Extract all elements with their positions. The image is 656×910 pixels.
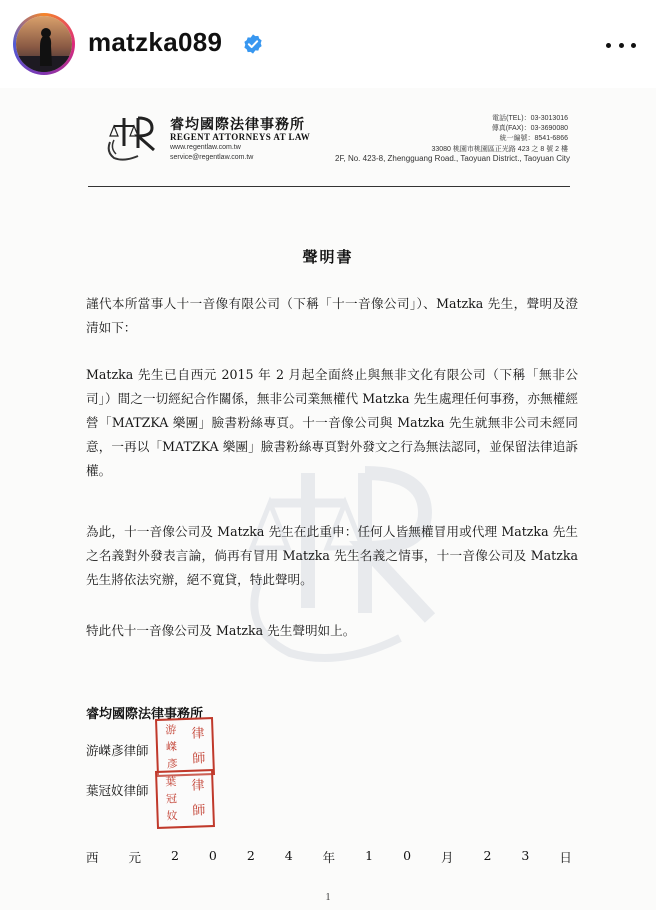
firm-tel: 電話(TEL)：03-3013016 (492, 115, 568, 122)
paragraph-intro: 謹代本所當事人十一音像有限公司（下稱「十一音像公司」）、Matzka 先生，聲明及澄清如下： (86, 296, 578, 335)
paragraph-reiteration: 為此，十一音像公司及 Matzka 先生在此重申：任何人皆無權冒用或代理 Matzka 先生之名義對外發表言論，倘再有冒用 Matzka 先生名義之情事，十一音像公司及 Matzka 先生將依法究辦，絕不寬貸，特此聲明。 (86, 524, 578, 587)
verified-badge-icon (242, 33, 264, 55)
document-title: 聲明書 (302, 248, 354, 266)
date-char: 月 (440, 850, 454, 865)
lawyer-1-name: 游嵥彥律師 (86, 743, 149, 758)
more-options-icon (606, 43, 611, 48)
date-char: 0 (403, 848, 412, 863)
seal-1-name: 游 嵥 彥 (165, 723, 178, 771)
date-char: 日 (559, 850, 572, 865)
signer-firm: 睿均國際法律事務所 (86, 707, 204, 722)
avatar-photo-icon (16, 16, 72, 72)
avatar[interactable] (13, 13, 75, 75)
date-char: 元 (128, 850, 141, 865)
date-char: 西 (86, 850, 99, 865)
post-image-document[interactable] (0, 88, 656, 910)
firm-email: service@regentlaw.com.tw (170, 154, 254, 161)
paragraph-termination: Matzka 先生已自西元 2015 年 2 月起全面終止與無非文化有限公司（下稱「無非公司」）間之一切經紀合作關係，無非公司業無權代 Matzka 先生處理任何事務，亦無權經營「MATZKA 樂團」臉書粉絲專頁。十一音像公司與 Matzka 先生就無非公司未經同意，一再以「MATZKA 樂團」臉書粉絲專頁對外發文之行為無法認同，並保留法律追訴權。 (86, 367, 578, 478)
firm-website: www.regentlaw.com.tw (170, 144, 241, 151)
firm-address-en: 2F, No. 423-8, Zhengguang Road., Taoyuan District., Taoyuan City (335, 154, 570, 163)
firm-logo-icon (104, 112, 168, 162)
date-char: 2 (246, 848, 255, 863)
post-header (0, 0, 656, 89)
lawyer-2-seal (155, 769, 215, 829)
date-char: 4 (284, 848, 293, 863)
date-char: 2 (170, 848, 179, 863)
seal-2-title: 律 師 (191, 777, 206, 819)
document-date (86, 848, 572, 866)
seal-2-name: 葉 冠 妏 (165, 775, 178, 823)
lawyer-2-name: 葉冠妏律師 (86, 783, 149, 798)
firm-name-en: REGENT ATTORNEYS AT LAW (170, 132, 311, 142)
firm-tax-id: 統一編號：8541-6866 (499, 135, 568, 142)
username[interactable]: matzka089 (88, 27, 223, 57)
letterhead-divider (88, 186, 570, 187)
more-options-button[interactable] (606, 30, 636, 60)
page-number: 1 (325, 892, 331, 903)
paragraph-closing: 特此代十一音像公司及 Matzka 先生聲明如上。 (86, 623, 356, 638)
avatar-image (16, 16, 72, 72)
seal-1-title: 律 師 (191, 725, 206, 767)
letterhead (0, 88, 656, 198)
date-char: 年 (322, 850, 336, 865)
date-char: 0 (208, 848, 217, 863)
lawyer-1-seal (155, 717, 215, 777)
date-char: 1 (365, 848, 374, 863)
date-char: 2 (483, 848, 492, 863)
firm-name-zh: 睿均國際法律事務所 (170, 117, 305, 133)
firm-fax: 傳真(FAX)：03-3690080 (491, 125, 568, 132)
firm-address-zh: 33080 桃園市桃園區正光路 423 之 8 號 2 樓 (431, 146, 568, 153)
date-char: 3 (521, 848, 530, 863)
